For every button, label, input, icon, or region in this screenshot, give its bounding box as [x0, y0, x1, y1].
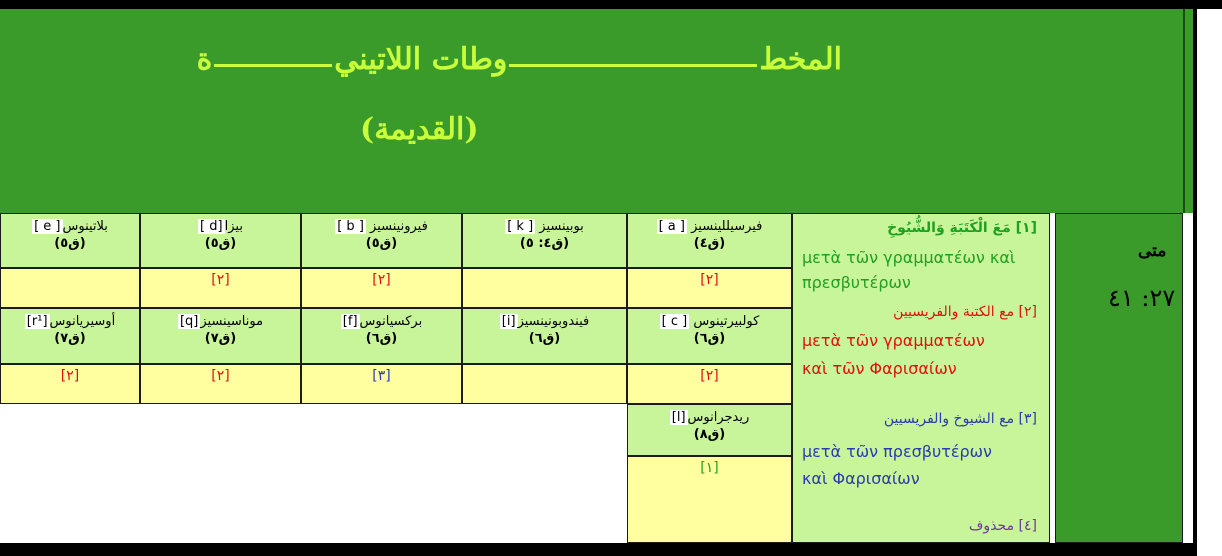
- manuscript-century: (ق٥): [204, 236, 237, 251]
- manuscript-name: بوبينسيز: [539, 219, 584, 234]
- manuscript-cell-r1: [0, 308, 140, 364]
- reading-greek-3-line-1: μετὰ τῶν πρεσβυτέρων: [802, 442, 992, 461]
- manuscript-siglum: [l]: [671, 410, 686, 425]
- manuscript-cell-l: [627, 404, 792, 456]
- manuscript-siglum: [q]: [179, 314, 199, 329]
- title-part-2: وطات اللاتيني: [334, 42, 508, 77]
- reading-cell-i: [462, 364, 627, 404]
- manuscript-siglum: [ c ]: [661, 314, 688, 329]
- reading-label-3: [٣] مع الشيوخ والفريسيين: [883, 411, 1037, 427]
- manuscript-name: بيزا: [224, 219, 243, 234]
- manuscript-name: فيندوبونينسيز: [517, 314, 590, 329]
- manuscript-name: أوسيريانوس: [49, 314, 116, 329]
- manuscript-cell-c: [627, 308, 792, 364]
- manuscript-siglum: [f]: [342, 314, 358, 329]
- manuscript-century: (ق٤: ٥): [519, 236, 570, 251]
- reading-label-1: [١] مَعَ الْكَتَبَةِ وَالشُّيُوخِ: [887, 220, 1037, 236]
- manuscript-siglum: [d ]: [200, 219, 223, 234]
- manuscript-siglum: [ e ]: [34, 219, 61, 234]
- reading-greek-3-line-2: καὶ Φαρισαίων: [802, 469, 920, 488]
- manuscript-cell-q: [140, 308, 301, 364]
- reference-book: متى: [1138, 241, 1167, 261]
- manuscript-century: (ق٥): [365, 236, 398, 251]
- manuscript-siglum: [ a ]: [658, 219, 685, 234]
- reading-cell-q: [٢]: [140, 364, 301, 404]
- title-part-3: ة: [196, 42, 213, 77]
- manuscript-name: فيرسيللينسيز: [691, 219, 763, 234]
- reading-cell-l: [١]: [627, 456, 792, 543]
- right-border: [1193, 0, 1197, 556]
- reading-cell-e: [0, 268, 140, 308]
- reading-label-4: [٤] محذوف: [968, 518, 1037, 534]
- reading-cell-c: [٢]: [627, 364, 792, 404]
- reading-greek-2-line-1: μετὰ τῶν γραμματέων: [802, 331, 985, 350]
- reading-cell-k: [462, 268, 627, 308]
- manuscript-name: موناسينسيز: [200, 314, 264, 329]
- top-border: [0, 0, 1222, 9]
- manuscript-cell-e: [0, 213, 140, 268]
- bottom-border: [0, 543, 1197, 556]
- reading-greek-1-line-2: πρεσβυτέρων: [802, 273, 911, 292]
- reading-cell-f: [٣]: [301, 364, 462, 404]
- manuscript-name: بلاتينوس: [62, 219, 108, 234]
- manuscript-cell-b: [301, 213, 462, 268]
- reading-cell-a: [٢]: [627, 268, 792, 308]
- manuscript-century: (ق٦): [693, 331, 726, 346]
- manuscript-siglum: [i]: [501, 314, 516, 329]
- manuscript-cell-d: [140, 213, 301, 268]
- title-stretch: [509, 64, 757, 67]
- manuscript-siglum: [r¹]: [26, 314, 48, 329]
- reference-column: [1055, 213, 1183, 543]
- manuscript-name: ريدجرانوس: [687, 410, 750, 425]
- manuscript-name: فيرونينسيز: [370, 219, 428, 234]
- manuscript-century: (ق٦): [365, 331, 398, 346]
- manuscript-century: (ق٤): [693, 236, 726, 251]
- manuscript-siglum: [ b ]: [337, 219, 364, 234]
- reference-verse: ٢٧: ٤١: [1108, 284, 1176, 312]
- manuscript-century: (ق٥): [54, 236, 86, 251]
- title-stretch-2: [214, 64, 332, 67]
- manuscript-century: (ق٦): [528, 331, 561, 346]
- manuscript-cell-k: [462, 213, 627, 268]
- reading-cell-r1: [٢]: [0, 364, 140, 404]
- manuscript-cell-a: [627, 213, 792, 268]
- page-title: [197, 42, 842, 77]
- page-header: [0, 9, 1193, 213]
- manuscript-siglum: [ k ]: [507, 219, 534, 234]
- manuscript-name: كولبيرتينوس: [693, 314, 760, 329]
- title-part-1: المخط: [759, 42, 842, 77]
- manuscript-century: (ق٧): [204, 331, 237, 346]
- manuscript-name: بركسيانوس: [359, 314, 423, 329]
- readings-panel: [792, 213, 1050, 543]
- manuscript-cell-i: [462, 308, 627, 364]
- reading-cell-b: [٢]: [301, 268, 462, 308]
- reading-label-2: [٢] مع الكتبة والفريسيين: [893, 304, 1037, 320]
- manuscript-cell-f: [301, 308, 462, 364]
- reading-greek-2-line-2: καὶ τῶν Φαρισαίων: [802, 359, 957, 378]
- page-subtitle: (القديمة): [360, 112, 479, 147]
- manuscript-century: (ق٨): [693, 427, 726, 442]
- reading-greek-1-line-1: μετὰ τῶν γραμματέων καὶ: [802, 248, 1016, 267]
- manuscript-century: (ق٧): [54, 331, 86, 346]
- header-divider: [1183, 9, 1185, 213]
- reading-cell-d: [٢]: [140, 268, 301, 308]
